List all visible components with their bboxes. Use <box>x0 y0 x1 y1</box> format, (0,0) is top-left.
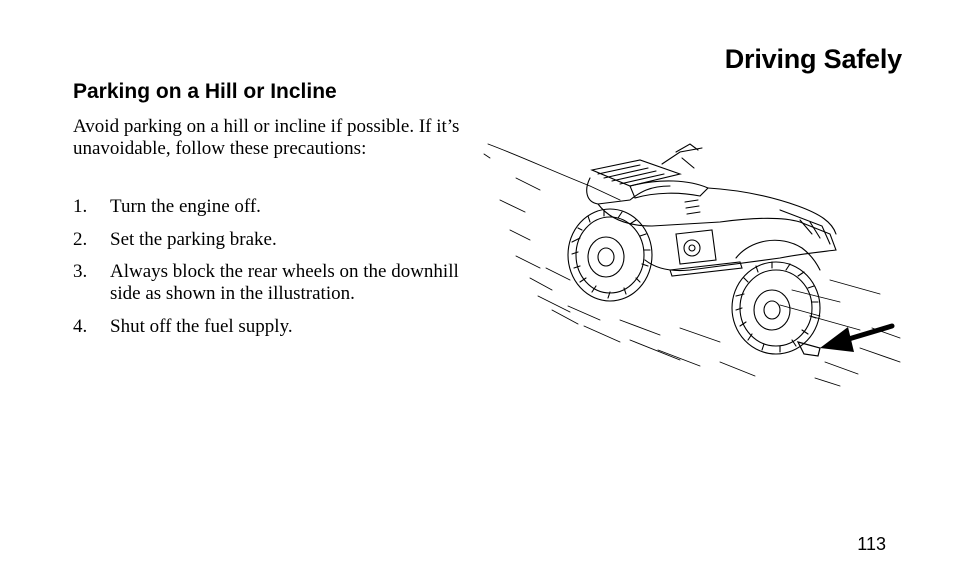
step-text: Shut off the fuel supply. <box>110 315 293 337</box>
step-text: Turn the engine off. <box>110 196 261 217</box>
intro-paragraph: Avoid parking on a hill or incline if possible. If it’s unavoidable, follow these precautions: <box>73 116 460 159</box>
atv-on-hill-illustration <box>480 130 910 395</box>
wheel-chock <box>798 342 820 356</box>
section-heading: Parking on a Hill or Incline <box>73 80 337 103</box>
list-item <box>73 261 463 305</box>
step-text: Always block the rear wheels on the downhill side as shown in the illustration. <box>110 261 459 304</box>
step-number: 1. <box>73 196 88 217</box>
list-item <box>73 229 463 251</box>
step-text: Set the parking brake. <box>110 228 277 250</box>
arrow-icon <box>820 326 892 352</box>
page-number: 113 <box>857 534 886 554</box>
chapter-title: Driving Safely <box>724 44 902 74</box>
list-item <box>73 196 463 218</box>
rear-wheel <box>568 209 652 301</box>
steps-list <box>73 196 463 348</box>
step-number: 3. <box>73 261 88 282</box>
front-wheel <box>732 262 820 354</box>
step-number: 4. <box>73 315 88 337</box>
list-item <box>73 316 463 338</box>
step-number: 2. <box>73 228 88 250</box>
